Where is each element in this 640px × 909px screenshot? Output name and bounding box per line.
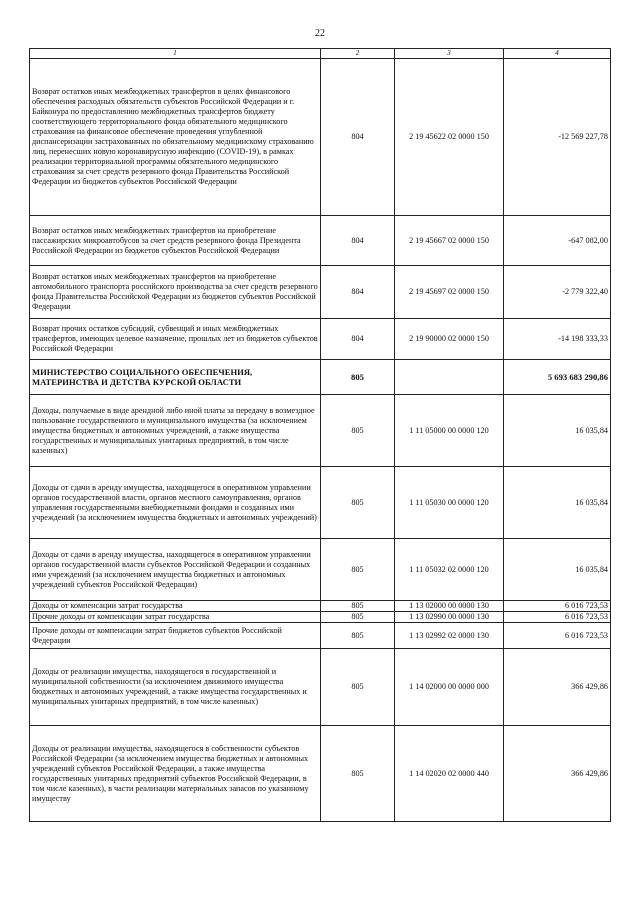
row-name: Доходы, получаемые в виде арендной либо иной платы за передачу в возмездное пользование государственного и муниципального имущества (за исключением имущества бюджетных и автономных учреждений, а также имущества государственных и муниципальных унитарных предприятий, в том числе казенных)	[30, 395, 321, 467]
row-budget-code	[395, 360, 504, 395]
row-admin-code: 805	[321, 649, 395, 726]
row-amount: 6 016 723,53	[504, 601, 611, 612]
row-budget-code: 2 19 45697 02 0000 150	[395, 266, 504, 319]
row-budget-code: 1 11 05030 00 0000 120	[395, 467, 504, 539]
row-name: Прочие доходы от компенсации затрат государства	[30, 612, 321, 623]
row-amount: 5 693 683 290,86	[504, 360, 611, 395]
row-amount: -2 779 322,40	[504, 266, 611, 319]
row-budget-code: 1 13 02992 02 0000 130	[395, 623, 504, 649]
table-row	[30, 467, 611, 539]
row-name: Возврат остатков иных межбюджетных трансфертов на приобретение пассажирских микроавтобусов за счет средств резервного фонда Президента Российской Федерации из бюджетов субъектов Российской Федерации	[30, 216, 321, 266]
row-amount: -647 082,00	[504, 216, 611, 266]
row-amount: 16 035,84	[504, 467, 611, 539]
row-budget-code: 2 19 45622 02 0000 150	[395, 59, 504, 216]
row-amount: 6 016 723,53	[504, 623, 611, 649]
column-header: 1	[30, 49, 321, 59]
row-name: Прочие доходы от компенсации затрат бюджетов субъектов Российской Федерации	[30, 623, 321, 649]
table-row	[30, 216, 611, 266]
row-admin-code: 805	[321, 467, 395, 539]
row-name: Доходы от реализации имущества, находящегося в собственности субъектов Российской Федерации (за исключением имущества бюджетных и автономных учреждений субъектов Российской Федерации, а также имущества государственных унитарных предприятий субъектов Российской Федерации, в том числе казенных), в части реализации материальных запасов по указанному имуществу	[30, 726, 321, 822]
row-admin-code: 805	[321, 726, 395, 822]
row-amount: 16 035,84	[504, 539, 611, 601]
row-name: Возврат остатков иных межбюджетных трансфертов в целях финансового обеспечения расходных обязательств субъектов Российской Федерации и г. Байконура по предоставлению межбюджетных трансфертов бюджету соответствующего территориального фонда обязательного медицинского страхования на финансовое обеспечение проведения углубленной диспансеризации застрахованных по обязательному медицинскому страхованию лиц, перенесших новую коронавирусную инфекцию (COVID-19), в рамках реализации территориальной программы обязательного медицинского страхования за счет средств резервного фонда Правительства Российской Федерации из бюджетов субъектов Российской Федерации	[30, 59, 321, 216]
row-name: Доходы от сдачи в аренду имущества, находящегося в оперативном управлении органов государственной власти, органов местного самоуправления, органов управления государственными внебюджетными фондами и созданных ими учреждений (за исключением имущества бюджетных и автономных учреждений)	[30, 467, 321, 539]
table-header-row	[30, 49, 611, 59]
row-admin-code: 805	[321, 395, 395, 467]
row-name: Доходы от реализации имущества, находящегося в государственной и муниципальной собственности (за исключением движимого имущества бюджетных и автономных учреждений, а также имущества государственных и муниципальных унитарных предприятий, в том числе казенных)	[30, 649, 321, 726]
table-row	[30, 649, 611, 726]
row-budget-code: 2 19 45667 02 0000 150	[395, 216, 504, 266]
page-number: 22	[315, 28, 325, 39]
row-amount: 366 429,86	[504, 649, 611, 726]
row-amount: 366 429,86	[504, 726, 611, 822]
column-header: 3	[395, 49, 504, 59]
row-name: Доходы от компенсации затрат государства	[30, 601, 321, 612]
table-row-ministry	[30, 360, 611, 395]
table-row	[30, 623, 611, 649]
row-name: Возврат остатков иных межбюджетных трансфертов на приобретение автомобильного транспорта российского производства за счет средств резервного фонда Правительства Российской Федерации из бюджетов субъектов Российской Федерации	[30, 266, 321, 319]
row-admin-code: 805	[321, 539, 395, 601]
table-row	[30, 601, 611, 612]
row-admin-code: 805	[321, 601, 395, 612]
row-amount: 16 035,84	[504, 395, 611, 467]
row-budget-code: 1 13 02000 00 0000 130	[395, 601, 504, 612]
row-name: Возврат прочих остатков субсидий, субвенций и иных межбюджетных трансфертов, имеющих целевое назначение, прошлых лет из бюджетов субъектов Российской Федерации	[30, 319, 321, 360]
row-budget-code: 1 14 02000 00 0000 000	[395, 649, 504, 726]
row-admin-code: 804	[321, 266, 395, 319]
row-amount: 6 016 723,53	[504, 612, 611, 623]
table-row	[30, 395, 611, 467]
row-budget-code: 2 19 90000 02 0000 150	[395, 319, 504, 360]
table-row	[30, 59, 611, 216]
column-header: 2	[321, 49, 395, 59]
row-name: Доходы от сдачи в аренду имущества, находящегося в оперативном управлении органов государственной власти субъектов Российской Федерации и созданных ими учреждений (за исключением имущества бюджетных и автономных учреждений субъектов Российской Федерации)	[30, 539, 321, 601]
table-row	[30, 266, 611, 319]
row-admin-code: 805	[321, 360, 395, 395]
table-row	[30, 539, 611, 601]
row-admin-code: 804	[321, 59, 395, 216]
row-admin-code: 804	[321, 216, 395, 266]
row-admin-code: 804	[321, 319, 395, 360]
table-row	[30, 612, 611, 623]
table-row	[30, 726, 611, 822]
table-row	[30, 319, 611, 360]
row-budget-code: 1 13 02990 00 0000 130	[395, 612, 504, 623]
revenue-table	[29, 48, 611, 822]
column-header: 4	[504, 49, 611, 59]
ministry-title: МИНИСТЕРСТВО СОЦИАЛЬНОГО ОБЕСПЕЧЕНИЯ, МАТЕРИНСТВА И ДЕТСТВА КУРСКОЙ ОБЛАСТИ	[30, 360, 321, 395]
row-budget-code: 1 14 02020 02 0000 440	[395, 726, 504, 822]
row-admin-code: 805	[321, 623, 395, 649]
row-budget-code: 1 11 05032 02 0000 120	[395, 539, 504, 601]
row-amount: -12 569 227,78	[504, 59, 611, 216]
row-admin-code: 805	[321, 612, 395, 623]
row-budget-code: 1 11 05000 00 0000 120	[395, 395, 504, 467]
row-amount: -14 198 333,33	[504, 319, 611, 360]
